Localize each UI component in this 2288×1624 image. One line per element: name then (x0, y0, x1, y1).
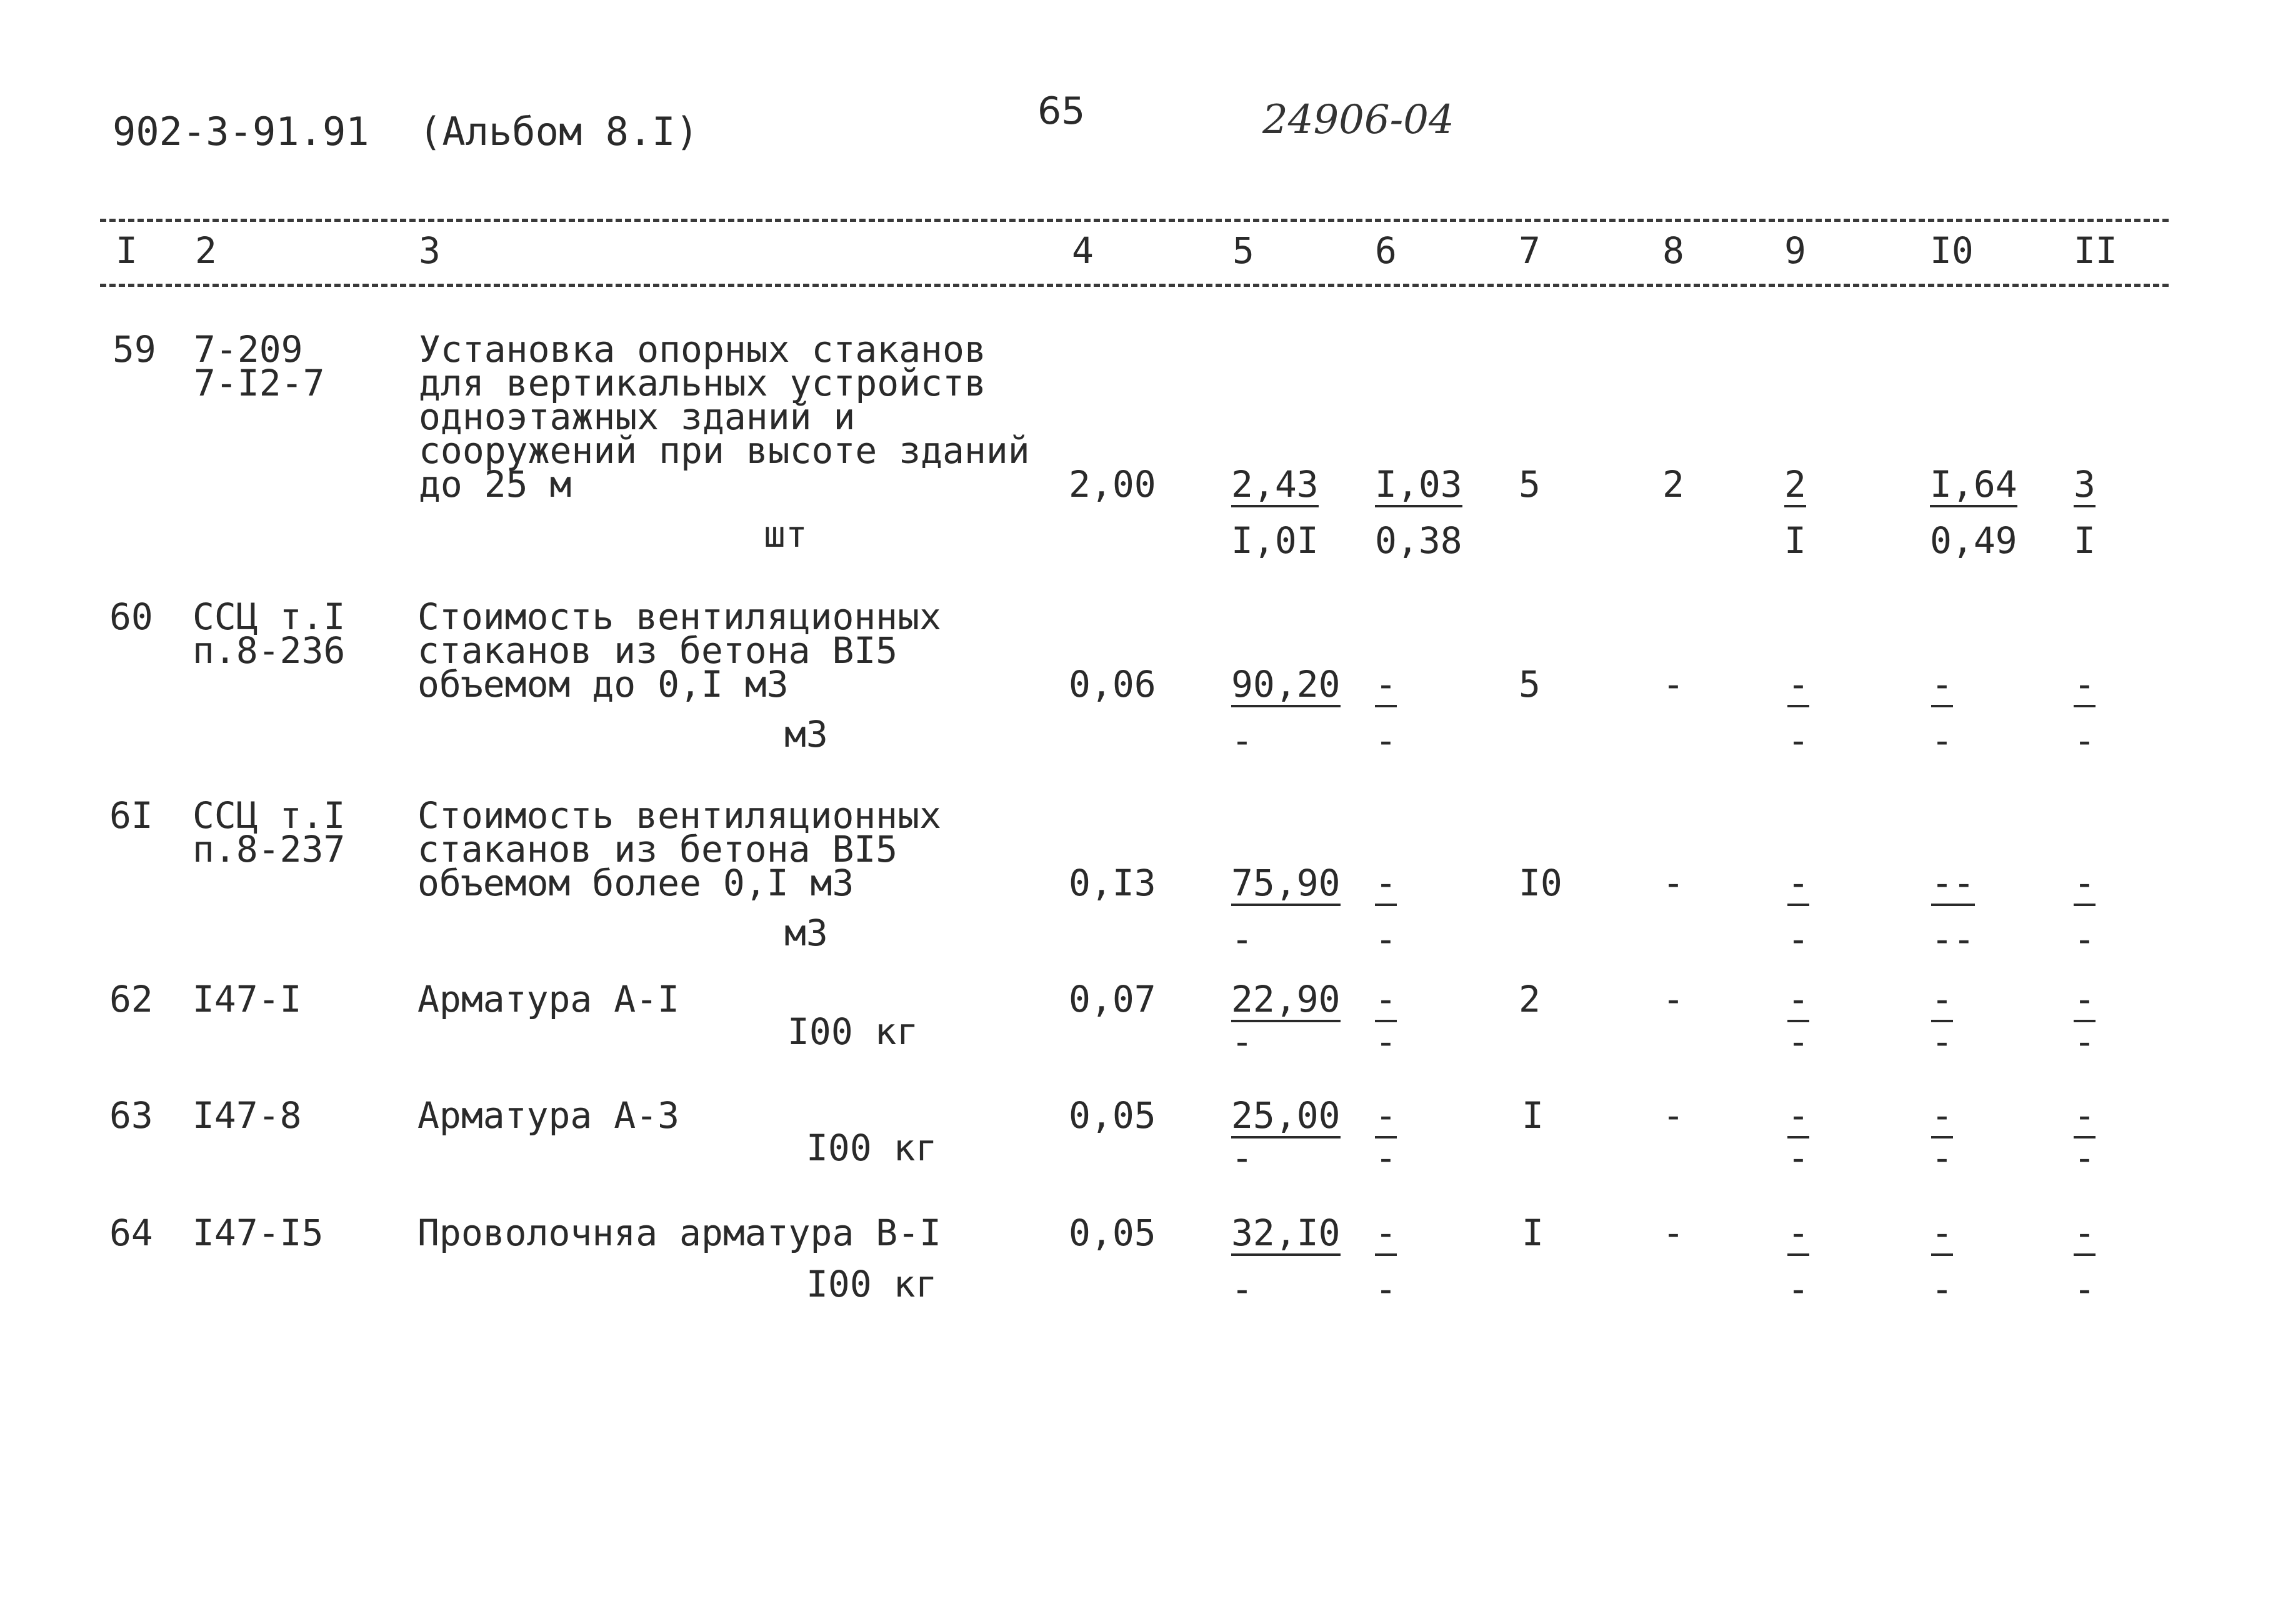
denominator: I (2074, 519, 2096, 562)
numerator: - (1931, 1215, 1953, 1256)
row-code-line: I47-8 (192, 1094, 302, 1137)
row-col5-fraction (1231, 463, 1319, 562)
row-number: 63 (109, 1094, 153, 1137)
row-code-line: I47-I (192, 978, 302, 1020)
numerator: 75,90 (1231, 865, 1341, 906)
denominator: - (1231, 918, 1253, 960)
denominator: - (1231, 1268, 1253, 1310)
denominator: - (1375, 1268, 1397, 1310)
denominator: - (1375, 918, 1397, 960)
row-code-line: ССЦ т.I (192, 794, 346, 837)
row-col11-fraction (2074, 862, 2096, 960)
row-description-line: стаканов из бетона ВI5 (417, 629, 898, 672)
denominator: - (1231, 719, 1253, 762)
col-header-5: 5 (1232, 229, 1254, 272)
numerator: - (1375, 666, 1397, 707)
numerator: - (2074, 865, 2096, 906)
row-col11-fraction (2074, 1094, 2096, 1179)
row-description-line: Арматура А-3 (417, 1094, 680, 1137)
row-code-line: 7-209 (194, 328, 303, 371)
album-label: (Альбом 8.I) (419, 109, 699, 154)
row-description-line: Стоимость вентиляционных (417, 794, 942, 837)
row-col10-fraction (1931, 978, 1953, 1063)
row-col11-fraction (2074, 978, 2096, 1063)
row-quantity: 2,00 (1069, 463, 1156, 506)
numerator: 22,90 (1231, 981, 1341, 1022)
row-col6-fraction (1375, 862, 1397, 960)
row-col6-fraction (1375, 1094, 1397, 1179)
row-unit: шт (764, 513, 807, 555)
row-description-line: Установка опорных стаканов (419, 328, 986, 371)
denominator: - (2074, 1268, 2096, 1310)
col-header-6: 6 (1375, 229, 1397, 272)
row-unit: м3 (784, 912, 828, 954)
row-col7: 5 (1519, 463, 1541, 506)
denominator: - (1375, 1020, 1397, 1063)
row-description-line: объемом более 0,I м3 (417, 862, 854, 904)
row-unit: I00 кг (806, 1127, 937, 1169)
denominator: - (2074, 1020, 2096, 1063)
row-code-line: I47-I5 (192, 1212, 324, 1254)
col-header-2: 2 (195, 229, 217, 272)
header-bottom-rule (100, 284, 2169, 287)
row-col7: 5 (1519, 663, 1541, 705)
denominator: - (1931, 1268, 1953, 1310)
numerator: - (2074, 1097, 2096, 1138)
numerator: - (1375, 1215, 1397, 1256)
denominator: - (1931, 1020, 1953, 1063)
row-col10-fraction (1931, 1094, 1953, 1179)
row-col10-fraction (1931, 1212, 1953, 1310)
row-col10-fraction (1931, 862, 1975, 960)
denominator: - (1787, 1137, 1809, 1179)
row-description-line: до 25 м (419, 463, 572, 506)
row-col11-fraction (2074, 463, 2096, 562)
denominator: - (1787, 1268, 1809, 1310)
numerator: - (1787, 1097, 1809, 1138)
numerator: - (2074, 666, 2096, 707)
denominator: - (2074, 918, 2096, 960)
numerator: 3 (2074, 466, 2096, 507)
denominator: - (1787, 918, 1809, 960)
row-unit: м3 (784, 713, 828, 755)
row-col10-fraction (1931, 663, 1953, 762)
row-col5-fraction (1231, 1094, 1341, 1179)
row-col8: - (1662, 862, 1684, 904)
row-description-line: сооружений при высоте зданий (419, 429, 1030, 472)
row-code-line: ССЦ т.I (192, 595, 346, 638)
numerator: - (1787, 1215, 1809, 1256)
row-col11-fraction (2074, 1212, 2096, 1310)
row-code-line: п.8-236 (192, 629, 346, 672)
row-col6-fraction (1375, 978, 1397, 1063)
row-col7: I (1522, 1212, 1544, 1254)
row-unit: I00 кг (806, 1263, 937, 1305)
denominator: I (1784, 519, 1806, 562)
row-description-line: Проволочняа арматура В-I (417, 1212, 942, 1254)
denominator: 0,38 (1375, 519, 1462, 562)
row-col9-fraction (1784, 463, 1806, 562)
row-col9-fraction (1787, 978, 1809, 1063)
col-header-8: 8 (1662, 229, 1684, 272)
denominator: - (1787, 719, 1809, 762)
numerator: 25,00 (1231, 1097, 1341, 1138)
numerator: - (2074, 981, 2096, 1022)
row-number: 59 (112, 328, 156, 371)
row-description-line: одноэтажных зданий и (419, 396, 856, 438)
denominator: - (1231, 1020, 1253, 1063)
row-code-line: п.8-237 (192, 828, 346, 870)
row-col6-fraction (1375, 1212, 1397, 1310)
row-col8: - (1662, 1212, 1684, 1254)
page-number: 65 (1037, 89, 1086, 133)
header-top-rule (100, 219, 2169, 222)
row-number: 60 (109, 595, 153, 638)
row-number: 6I (109, 794, 153, 837)
row-col10-fraction (1930, 463, 2017, 562)
col-header-1: I (116, 229, 137, 272)
denominator: I,0I (1231, 519, 1319, 562)
row-unit: I00 кг (787, 1010, 919, 1053)
doc-code: 902-3-91.91 (112, 109, 369, 154)
row-description-line: объемом до 0,I м3 (417, 663, 789, 705)
row-col8: - (1662, 1094, 1684, 1137)
inventory-number: 24906-04 (1262, 97, 1454, 143)
numerator: 32,I0 (1231, 1215, 1341, 1256)
denominator: - (2074, 1137, 2096, 1179)
row-col5-fraction (1231, 862, 1341, 960)
row-quantity: 0,I3 (1069, 862, 1156, 904)
row-col8: 2 (1662, 463, 1684, 506)
numerator: - (1931, 981, 1953, 1022)
row-description-line: стаканов из бетона ВI5 (417, 828, 898, 870)
denominator: - (1931, 719, 1953, 762)
denominator: -- (1931, 918, 1975, 960)
row-quantity: 0,06 (1069, 663, 1156, 705)
row-description-line: Стоимость вентиляционных (417, 595, 942, 638)
row-quantity: 0,05 (1069, 1094, 1156, 1137)
row-col8: - (1662, 663, 1684, 705)
row-col7: I0 (1519, 862, 1562, 904)
row-col6-fraction (1375, 663, 1397, 762)
numerator: - (1931, 1097, 1953, 1138)
row-col8: - (1662, 978, 1684, 1020)
denominator: - (1787, 1020, 1809, 1063)
col-header-10: I0 (1930, 229, 1974, 272)
numerator: - (1787, 981, 1809, 1022)
denominator: - (1375, 719, 1397, 762)
col-header-4: 4 (1072, 229, 1094, 272)
numerator: - (1931, 666, 1953, 707)
row-col11-fraction (2074, 663, 2096, 762)
numerator: - (2074, 1215, 2096, 1256)
denominator: - (1931, 1137, 1953, 1179)
numerator: - (1787, 865, 1809, 906)
row-col5-fraction (1231, 1212, 1341, 1310)
row-col7: 2 (1519, 978, 1541, 1020)
denominator: - (1375, 1137, 1397, 1179)
row-col6-fraction (1375, 463, 1462, 562)
row-quantity: 0,07 (1069, 978, 1156, 1020)
col-header-7: 7 (1519, 229, 1541, 272)
numerator: - (1375, 865, 1397, 906)
row-col9-fraction (1787, 663, 1809, 762)
numerator: - (1787, 666, 1809, 707)
numerator: 2,43 (1231, 466, 1319, 507)
row-col7: I (1522, 1094, 1544, 1137)
numerator: - (1375, 1097, 1397, 1138)
numerator: I,03 (1375, 466, 1462, 507)
numerator: -- (1931, 865, 1975, 906)
row-col5-fraction (1231, 663, 1341, 762)
denominator: - (1231, 1137, 1253, 1179)
row-col5-fraction (1231, 978, 1341, 1063)
col-header-11: II (2074, 229, 2117, 272)
col-header-3: 3 (419, 229, 441, 272)
row-description-line: для вертикальных устройств (419, 362, 986, 404)
numerator: 2 (1784, 466, 1806, 507)
row-col9-fraction (1787, 862, 1809, 960)
row-description-line: Арматура А-I (417, 978, 680, 1020)
numerator: I,64 (1930, 466, 2017, 507)
denominator: - (2074, 719, 2096, 762)
numerator: - (1375, 981, 1397, 1022)
row-col9-fraction (1787, 1212, 1809, 1310)
row-quantity: 0,05 (1069, 1212, 1156, 1254)
row-col9-fraction (1787, 1094, 1809, 1179)
row-number: 64 (109, 1212, 153, 1254)
denominator: 0,49 (1930, 519, 2017, 562)
numerator: 90,20 (1231, 666, 1341, 707)
row-code-line: 7-I2-7 (194, 362, 325, 404)
col-header-9: 9 (1784, 229, 1806, 272)
row-number: 62 (109, 978, 153, 1020)
